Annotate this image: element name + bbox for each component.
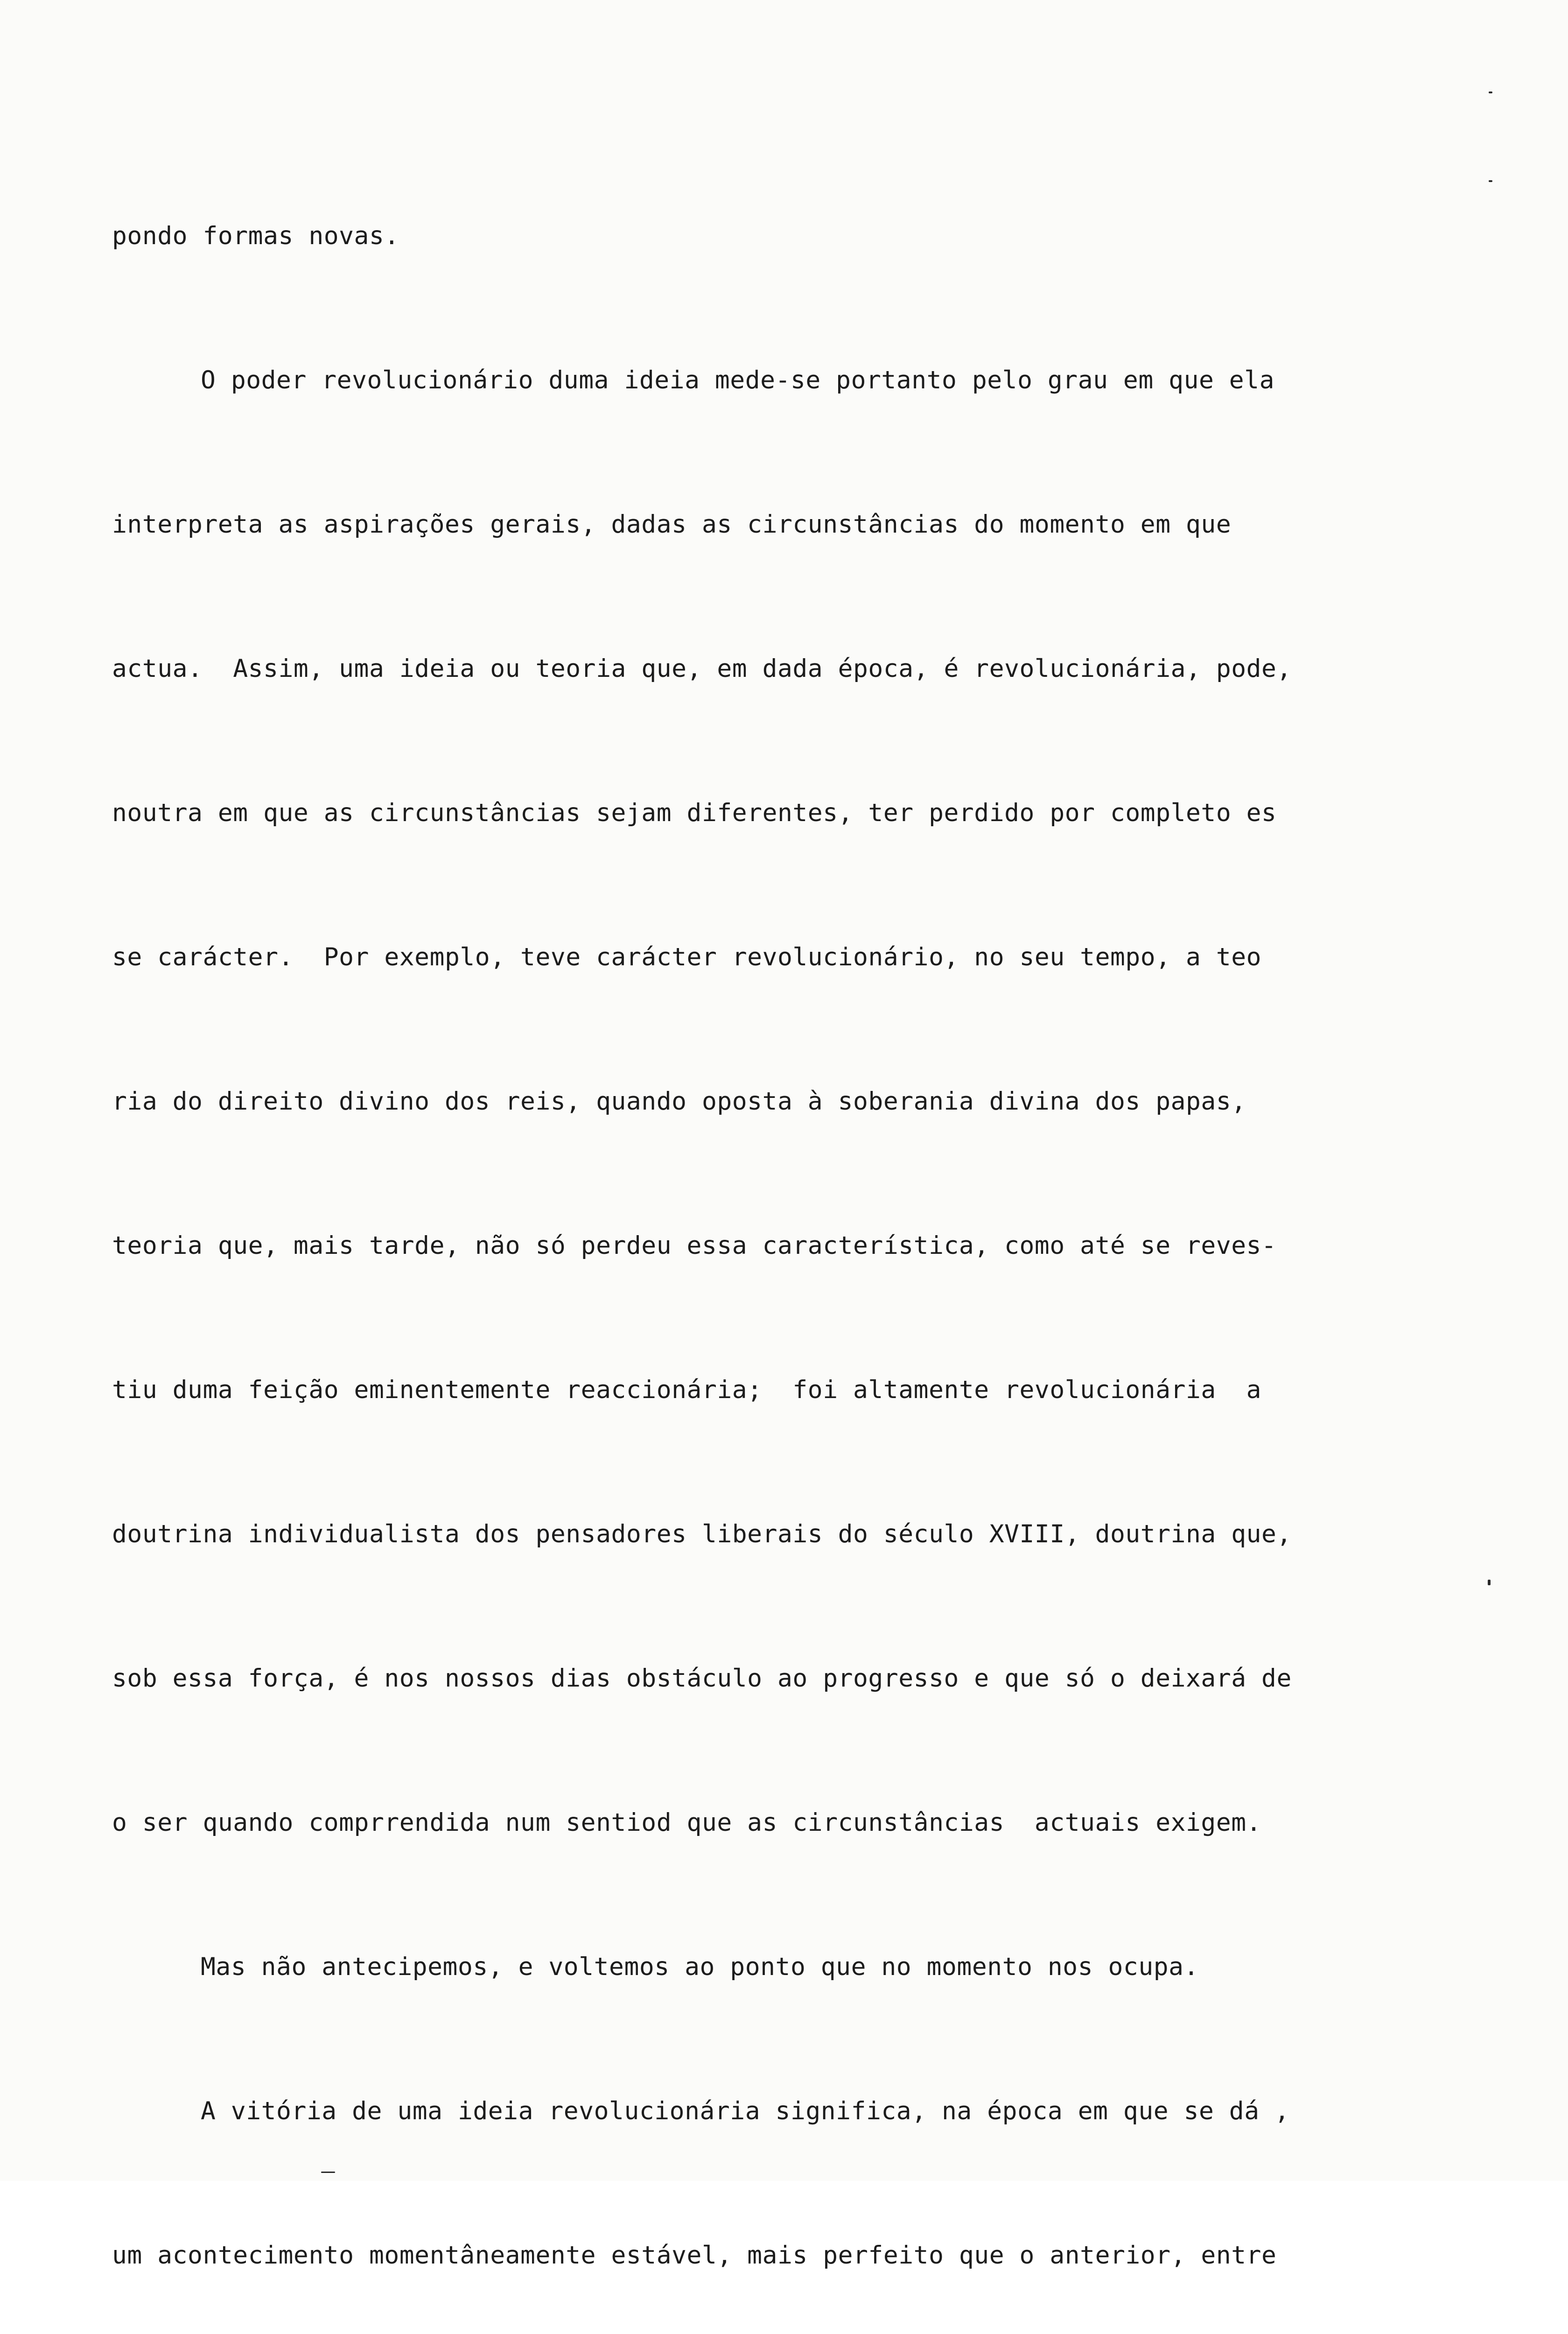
text-line: doutrina individualista dos pensadores liberais do século XVIII, doutrina que, — [112, 1520, 1292, 1548]
text-line: se carácter. Por exemplo, teve carácter revolucionário, no seu tempo, a teo — [112, 943, 1262, 971]
text-line: sob essa força, é nos nossos dias obstáculo ao progresso e que só o deixará de — [112, 1664, 1292, 1693]
text-line: actua. Assim, uma ideia ou teoria que, em dada época, é revolucionária, pode, — [112, 654, 1292, 683]
margin-mark — [1489, 180, 1492, 182]
document-body — [112, 116, 1465, 2334]
margin-mark — [1488, 1580, 1491, 1585]
text-line: tiu duma feição eminentemente reaccionária; foi altamente revolucionária a — [112, 1376, 1262, 1404]
text-line: o ser quando comprrendida num sentiod que as circunstâncias actuais exigem. — [112, 1808, 1262, 1837]
text-line: um acontecimento momentâneamente estável, mais perfeito que o anterior, entre — [112, 2241, 1277, 2270]
text-line: Mas não antecipemos, e voltemos ao ponto que no momento nos ocupa. — [201, 1953, 1199, 1981]
text-line: interpreta as aspirações gerais, dadas as circunstâncias do momento em que — [112, 510, 1232, 539]
text-line: A vitória de uma ideia revolucionária significa, na época em que se dá , — [201, 2097, 1290, 2125]
text-line: O poder revolucionário duma ideia mede-se portanto pelo grau em que ela — [201, 366, 1275, 394]
margin-mark — [1489, 91, 1492, 93]
text-line: noutra em que as circunstâncias sejam diferentes, ter perdido por completo es — [112, 799, 1277, 827]
text-line: pondo formas novas. — [112, 222, 399, 250]
text-line: teoria que, mais tarde, não só perdeu essa característica, como até se reves- — [112, 1231, 1277, 1260]
text-line: ria do direito divino dos reis, quando oposta à soberania divina dos papas, — [112, 1087, 1246, 1116]
